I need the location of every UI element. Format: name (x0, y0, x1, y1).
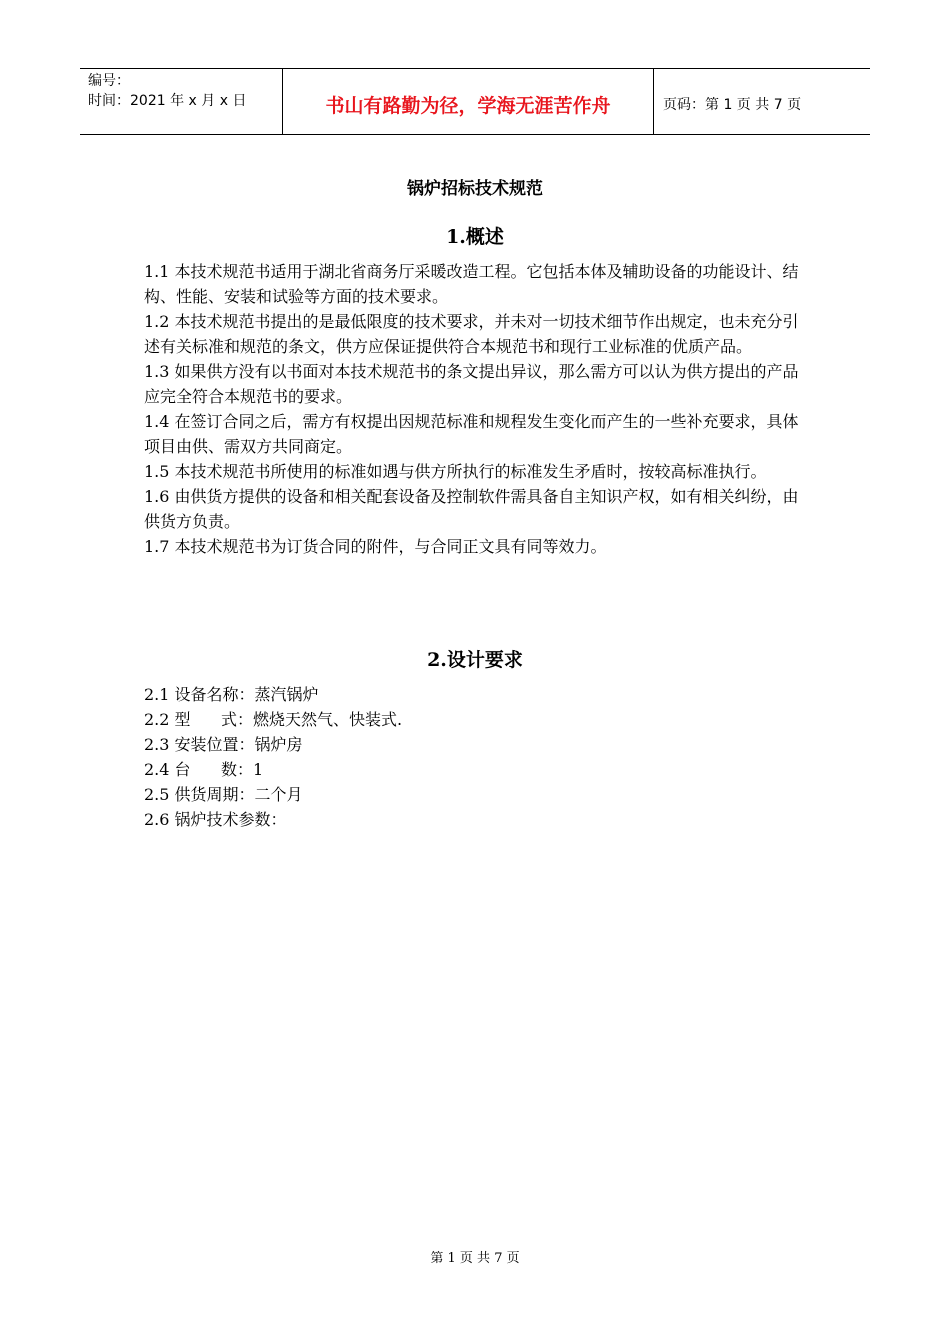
list-item: 2.3 安装位置：锅炉房 (144, 735, 303, 754)
paragraph-1-4: 1.4 在签订合同之后，需方有权提出因规范标准和规程发生变化而产生的一些补充要求，具体项目由供、需双方共同商定。 (144, 412, 799, 456)
header-page-info: 页码：第 1 页 共 7 页 (663, 96, 802, 113)
header-meta (80, 69, 282, 134)
paragraph-1-1: 1.1 本技术规范书适用于湖北省商务厅采暖改造工程。它包括本体及辅助设备的功能设计、结构、性能、安装和试验等方面的技术要求。 (144, 262, 799, 306)
page-footer: 第 1 页 共 7 页 (430, 1251, 520, 1266)
list-item: 2.2 型 式：燃烧天然气、快装式. (144, 710, 403, 729)
number-label: 编号： (88, 73, 130, 89)
list-item: 2.6 锅炉技术参数： (144, 810, 287, 829)
list-item: 2.4 台 数：1 (144, 760, 264, 779)
section2-heading: 2.设计要求 (427, 649, 523, 671)
paragraph-1-6: 1.6 由供货方提供的设备和相关配套设备及控制软件需具备自主知识产权，如有相关纠纷，由供货方负责。 (144, 487, 799, 531)
header-motto-cell (282, 69, 654, 134)
paragraph-1-5: 1.5 本技术规范书所使用的标准如遇与供方所执行的标准发生矛盾时，按较高标准执行。 (144, 462, 767, 481)
document-title: 锅炉招标技术规范 (407, 179, 543, 199)
paragraph-1-3: 1.3 如果供方没有以书面对本技术规范书的条文提出异议，那么需方可以认为供方提出的产品应完全符合本规范书的要求。 (144, 362, 799, 406)
section1-heading: 1.概述 (446, 226, 504, 248)
header-motto: 书山有路勤为径，学海无涯苦作舟 (325, 95, 611, 117)
list-item: 2.1 设备名称：蒸汽锅炉 (144, 685, 319, 704)
paragraph-1-7: 1.7 本技术规范书为订货合同的附件，与合同正文具有同等效力。 (144, 537, 607, 556)
time-label: 时间：2021 年 x 月 x 日 (88, 93, 247, 109)
section1-body (144, 259, 810, 559)
page-header (80, 68, 870, 135)
section2-list (144, 682, 810, 832)
list-item: 2.5 供货周期：二个月 (144, 785, 303, 804)
paragraph-1-2: 1.2 本技术规范书提出的是最低限度的技术要求，并未对一切技术细节作出规定，也未充分引述有关标准和规范的条文，供方应保证提供符合本规范书和现行工业标准的优质产品。 (144, 312, 799, 356)
header-page-cell (654, 69, 870, 134)
